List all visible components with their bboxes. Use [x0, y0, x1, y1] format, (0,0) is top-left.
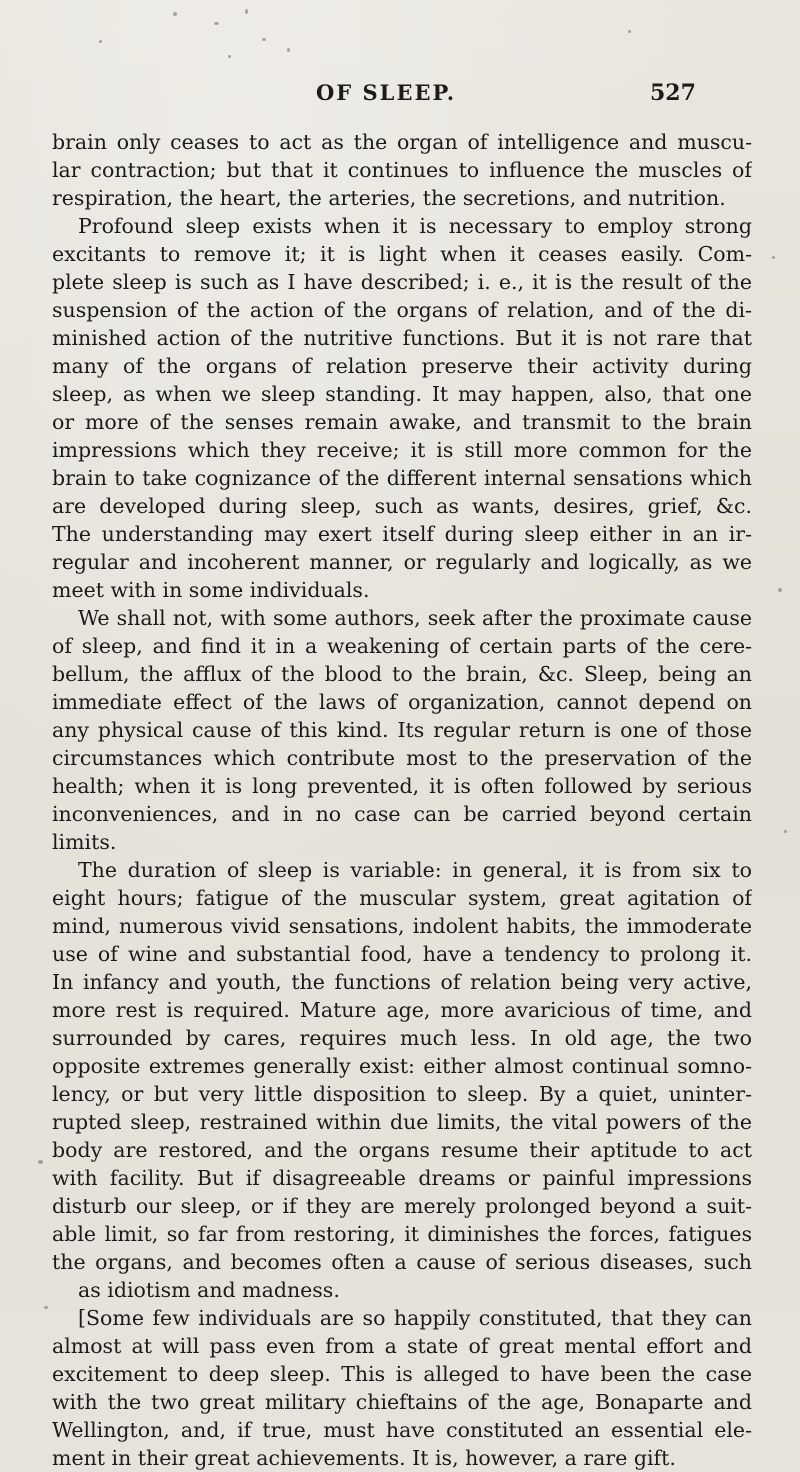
text-line: regular and incoherent manner, or regularly and logically, as we	[52, 550, 752, 574]
text-line: disturb our sleep, or if they are merely prolonged beyond a suit-	[52, 1194, 752, 1218]
text-line: impressions which they receive; it is still more common for the	[52, 438, 752, 462]
text-line: immediate effect of the laws of organization, cannot depend on	[52, 690, 752, 714]
text-line: plete sleep is such as I have described; i. e., it is the result of the	[52, 270, 752, 294]
text-line: as idiotism and madness.	[78, 1278, 340, 1302]
text-line: with the two great military chieftains of the age, Bonaparte and	[52, 1390, 752, 1414]
text-line: the organs, and becomes often a cause of serious diseases, such	[52, 1250, 752, 1274]
paper-speck	[778, 588, 782, 592]
paper-speck	[772, 256, 775, 259]
text-line: minished action of the nutritive functions. But it is not rare that	[52, 326, 752, 350]
text-line: inconveniences, and in no case can be carried beyond certain	[52, 802, 752, 826]
text-line: We shall not, with some authors, seek after the proximate cause	[78, 606, 752, 630]
text-line: or more of the senses remain awake, and transmit to the brain	[52, 410, 752, 434]
text-line: excitement to deep sleep. This is alleged to have been the case	[52, 1362, 752, 1386]
text-line: of sleep, and find it in a weakening of certain parts of the cere-	[52, 634, 752, 658]
paper-speck	[38, 1160, 43, 1164]
text-line: Profound sleep exists when it is necessary to employ strong	[78, 214, 752, 238]
text-line: rupted sleep, restrained within due limits, the vital powers of the	[52, 1110, 752, 1134]
text-line: more rest is required. Mature age, more avaricious of time, and	[52, 998, 752, 1022]
text-line: [Some few individuals are so happily constituted, that they can	[78, 1306, 752, 1330]
text-line: able limit, so far from restoring, it diminishes the forces, fatigues	[52, 1222, 752, 1246]
text-line: circumstances which contribute most to the preservation of the	[52, 746, 752, 770]
text-line: brain to take cognizance of the different internal sensations which	[52, 466, 752, 490]
text-line: Wellington, and, if true, must have constituted an essential ele-	[52, 1418, 752, 1442]
text-line: The duration of sleep is variable: in general, it is from six to	[78, 858, 752, 882]
text-line: health; when it is long prevented, it is often followed by serious	[52, 774, 752, 798]
text-line: ment in their great achievements. It is, however, a rare gift.	[52, 1446, 676, 1470]
running-head	[0, 80, 800, 110]
paper-speck	[287, 48, 290, 52]
text-line: suspension of the action of the organs of relation, and of the di-	[52, 298, 752, 322]
paper-speck	[44, 1306, 48, 1309]
paper-speck	[214, 22, 219, 25]
running-title: OF SLEEP.	[316, 80, 457, 105]
text-line: In infancy and youth, the functions of relation being very active,	[52, 970, 752, 994]
paper-speck	[99, 40, 102, 43]
paper-speck	[173, 12, 177, 16]
text-line: almost at will pass even from a state of great mental effort and	[52, 1334, 752, 1358]
text-line: body are restored, and the organs resume their aptitude to act	[52, 1138, 752, 1162]
text-line: opposite extremes generally exist: either almost continual somno-	[52, 1054, 752, 1078]
text-line: respiration, the heart, the arteries, the secretions, and nutrition.	[52, 186, 726, 210]
text-line: any physical cause of this kind. Its regular return is one of those	[52, 718, 752, 742]
text-line: lency, or but very little disposition to sleep. By a quiet, uninter-	[52, 1082, 752, 1106]
paper-speck	[628, 30, 631, 33]
text-line: limits.	[52, 830, 117, 854]
text-line: surrounded by cares, requires much less. In old age, the two	[52, 1026, 752, 1050]
text-line: are developed during sleep, such as wants, desires, grief, &c.	[52, 494, 752, 518]
text-line: mind, numerous vivid sensations, indolent habits, the immoderate	[52, 914, 752, 938]
page-number: 527	[650, 80, 696, 106]
text-line: eight hours; fatigue of the muscular system, great agitation of	[52, 886, 752, 910]
text-line: sleep, as when we sleep standing. It may happen, also, that one	[52, 382, 752, 406]
paper-speck	[784, 830, 787, 833]
paper-speck	[228, 55, 231, 58]
text-line: use of wine and substantial food, have a tendency to prolong it.	[52, 942, 752, 966]
text-line: The understanding may exert itself during sleep either in an ir-	[52, 522, 752, 546]
text-line: brain only ceases to act as the organ of intelligence and muscu-	[52, 130, 752, 154]
text-line: excitants to remove it; it is light when it ceases easily. Com-	[52, 242, 752, 266]
body-text	[52, 128, 752, 1472]
text-line: lar contraction; but that it continues to influence the muscles of	[52, 158, 752, 182]
paper-speck	[245, 9, 248, 14]
text-line: with facility. But if disagreeable dreams or painful impressions	[52, 1166, 752, 1190]
text-line: many of the organs of relation preserve their activity during	[52, 354, 752, 378]
text-line: bellum, the afflux of the blood to the brain, &c. Sleep, being an	[52, 662, 752, 686]
text-line: meet with in some individuals.	[52, 578, 370, 602]
paper-speck	[262, 38, 266, 41]
